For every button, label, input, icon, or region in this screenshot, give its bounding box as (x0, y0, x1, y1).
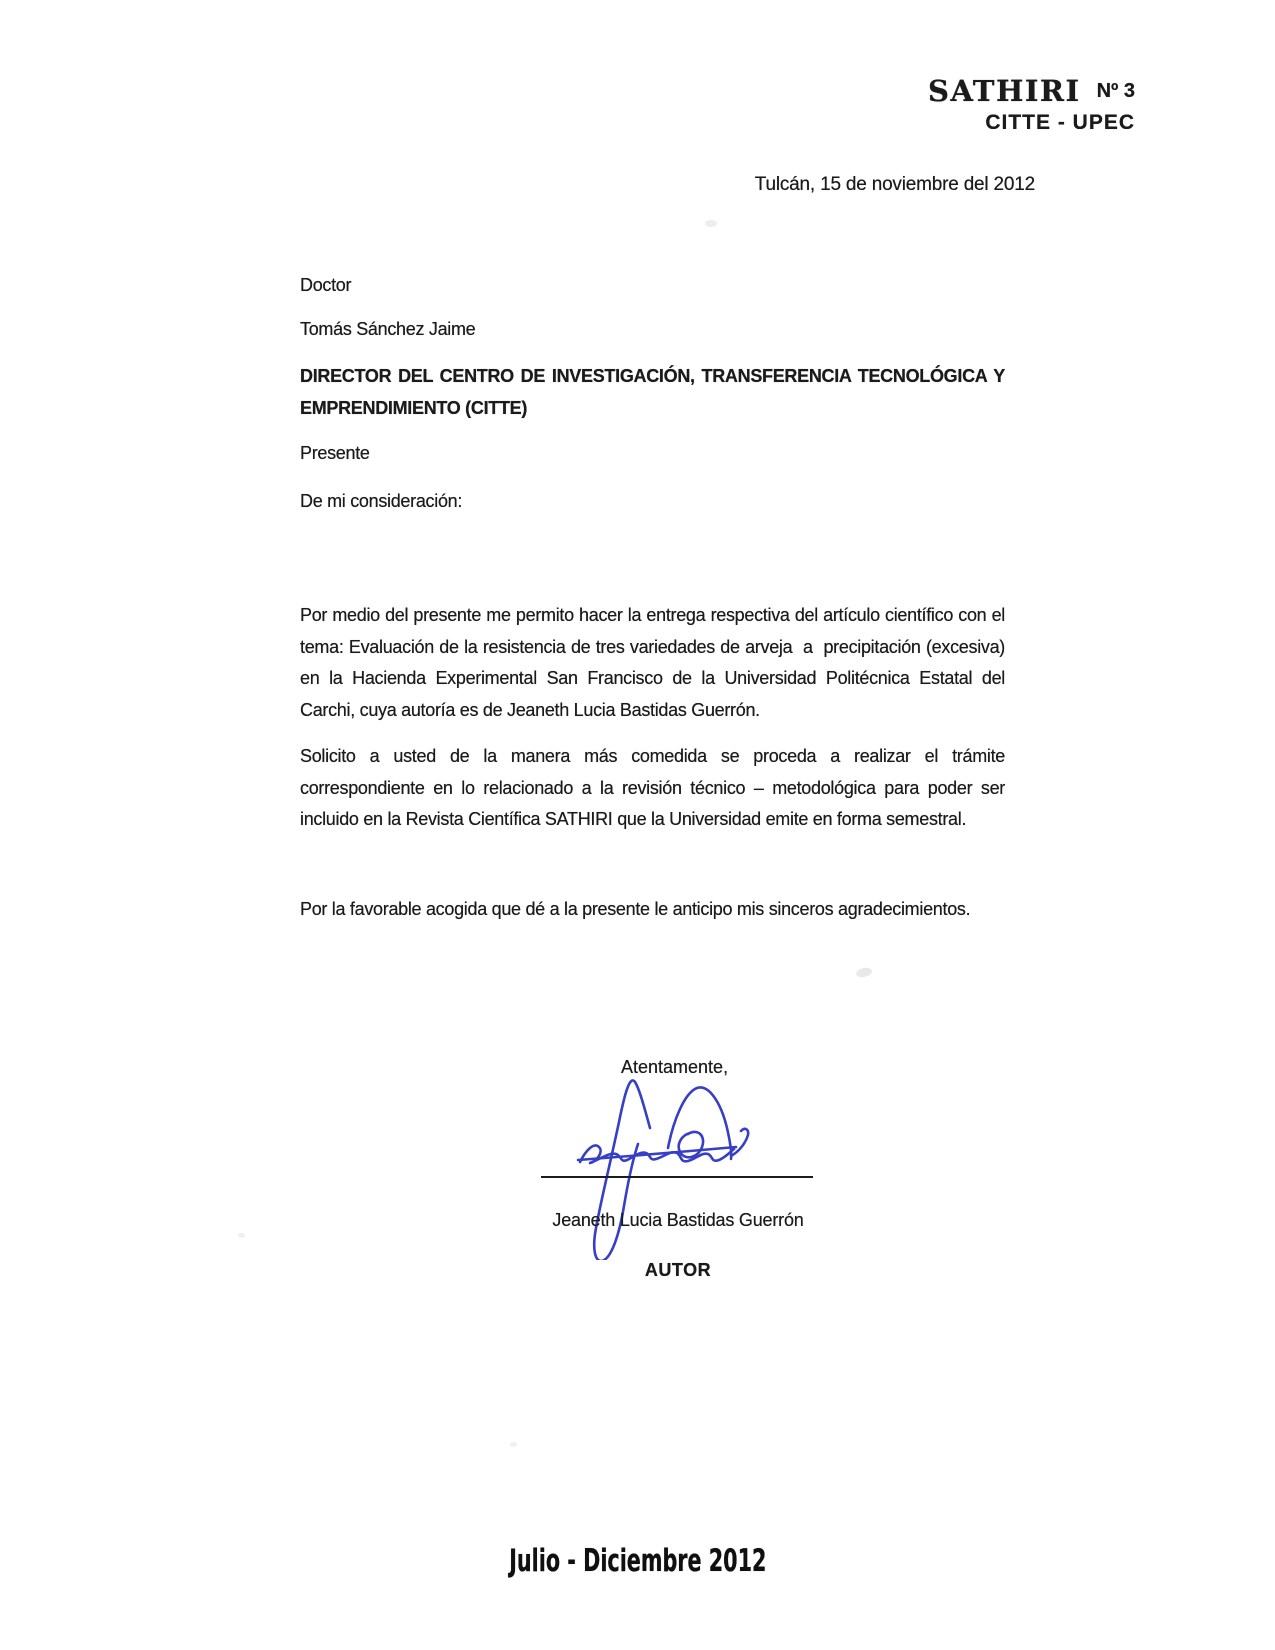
presente-line: Presente (300, 443, 370, 463)
salutation-line: De mi consideración: (300, 491, 463, 511)
valediction-line: Atentamente, (621, 1057, 729, 1077)
signature-stroke-hook (731, 1129, 748, 1156)
scan-smudge (510, 1442, 517, 1447)
signatory-role: AUTOR (644, 1260, 712, 1280)
signature-line (541, 1176, 813, 1178)
signatory-name: Jeaneth Lucia Bastidas Guerrón (552, 1210, 804, 1230)
scan-smudge (705, 220, 717, 227)
journal-issue-number: Nº 3 (1096, 80, 1136, 102)
body-paragraph-1: Por medio del presente me permito hacer la entrega respectiva del artículo científico con el tema: Evaluación de la resistencia de tres variedades de arveja a precipitación (excesiva) en la Hacienda Experimental San Francisco de la Universidad Politécnica Estatal del Carchi, cuya autoría es de Jeaneth Lucia Bastidas Guerrón. (300, 605, 1010, 720)
recipient-title: Doctor (300, 275, 352, 295)
date-line: Tulcán, 15 de noviembre del 2012 (754, 174, 1035, 195)
footer-issue-period: Julio - Diciembre 2012 (508, 1542, 767, 1579)
recipient-position (300, 361, 1005, 424)
scan-smudge (238, 1233, 245, 1238)
recipient-position-line2: EMPRENDIMIENTO (CITTE) (300, 397, 528, 418)
signature-stroke-scribble (580, 1145, 734, 1163)
journal-organization: CITTE - UPEC (985, 111, 1135, 134)
recipient-name: Tomás Sánchez Jaime (300, 319, 476, 339)
signature-stroke-arch (668, 1087, 731, 1159)
signature-stroke-loop (679, 1132, 703, 1157)
signature-stroke-strike (578, 1147, 736, 1160)
journal-title: SATHIRI (928, 74, 1081, 108)
scan-smudge (855, 966, 873, 978)
footer (0, 1544, 1275, 1577)
journal-header (928, 74, 1135, 135)
recipient-position-line1: DIRECTOR DEL CENTRO DE INVESTIGACIÓN, TRANSFERENCIA TECNOLÓGICA Y (300, 366, 1005, 386)
body-paragraph-3: Por la favorable acogida que dé a la presente le anticipo mis sinceros agradecimientos. (300, 899, 971, 919)
body-paragraph-2: Solicito a usted de la manera más comedida se proceda a realizar el trámite correspondiente en lo relacionado a la revisión técnico – metodológica para poder ser incluido en la Revista Científica SATHIRI que la Universidad emite en forma semestral. (300, 746, 1010, 829)
